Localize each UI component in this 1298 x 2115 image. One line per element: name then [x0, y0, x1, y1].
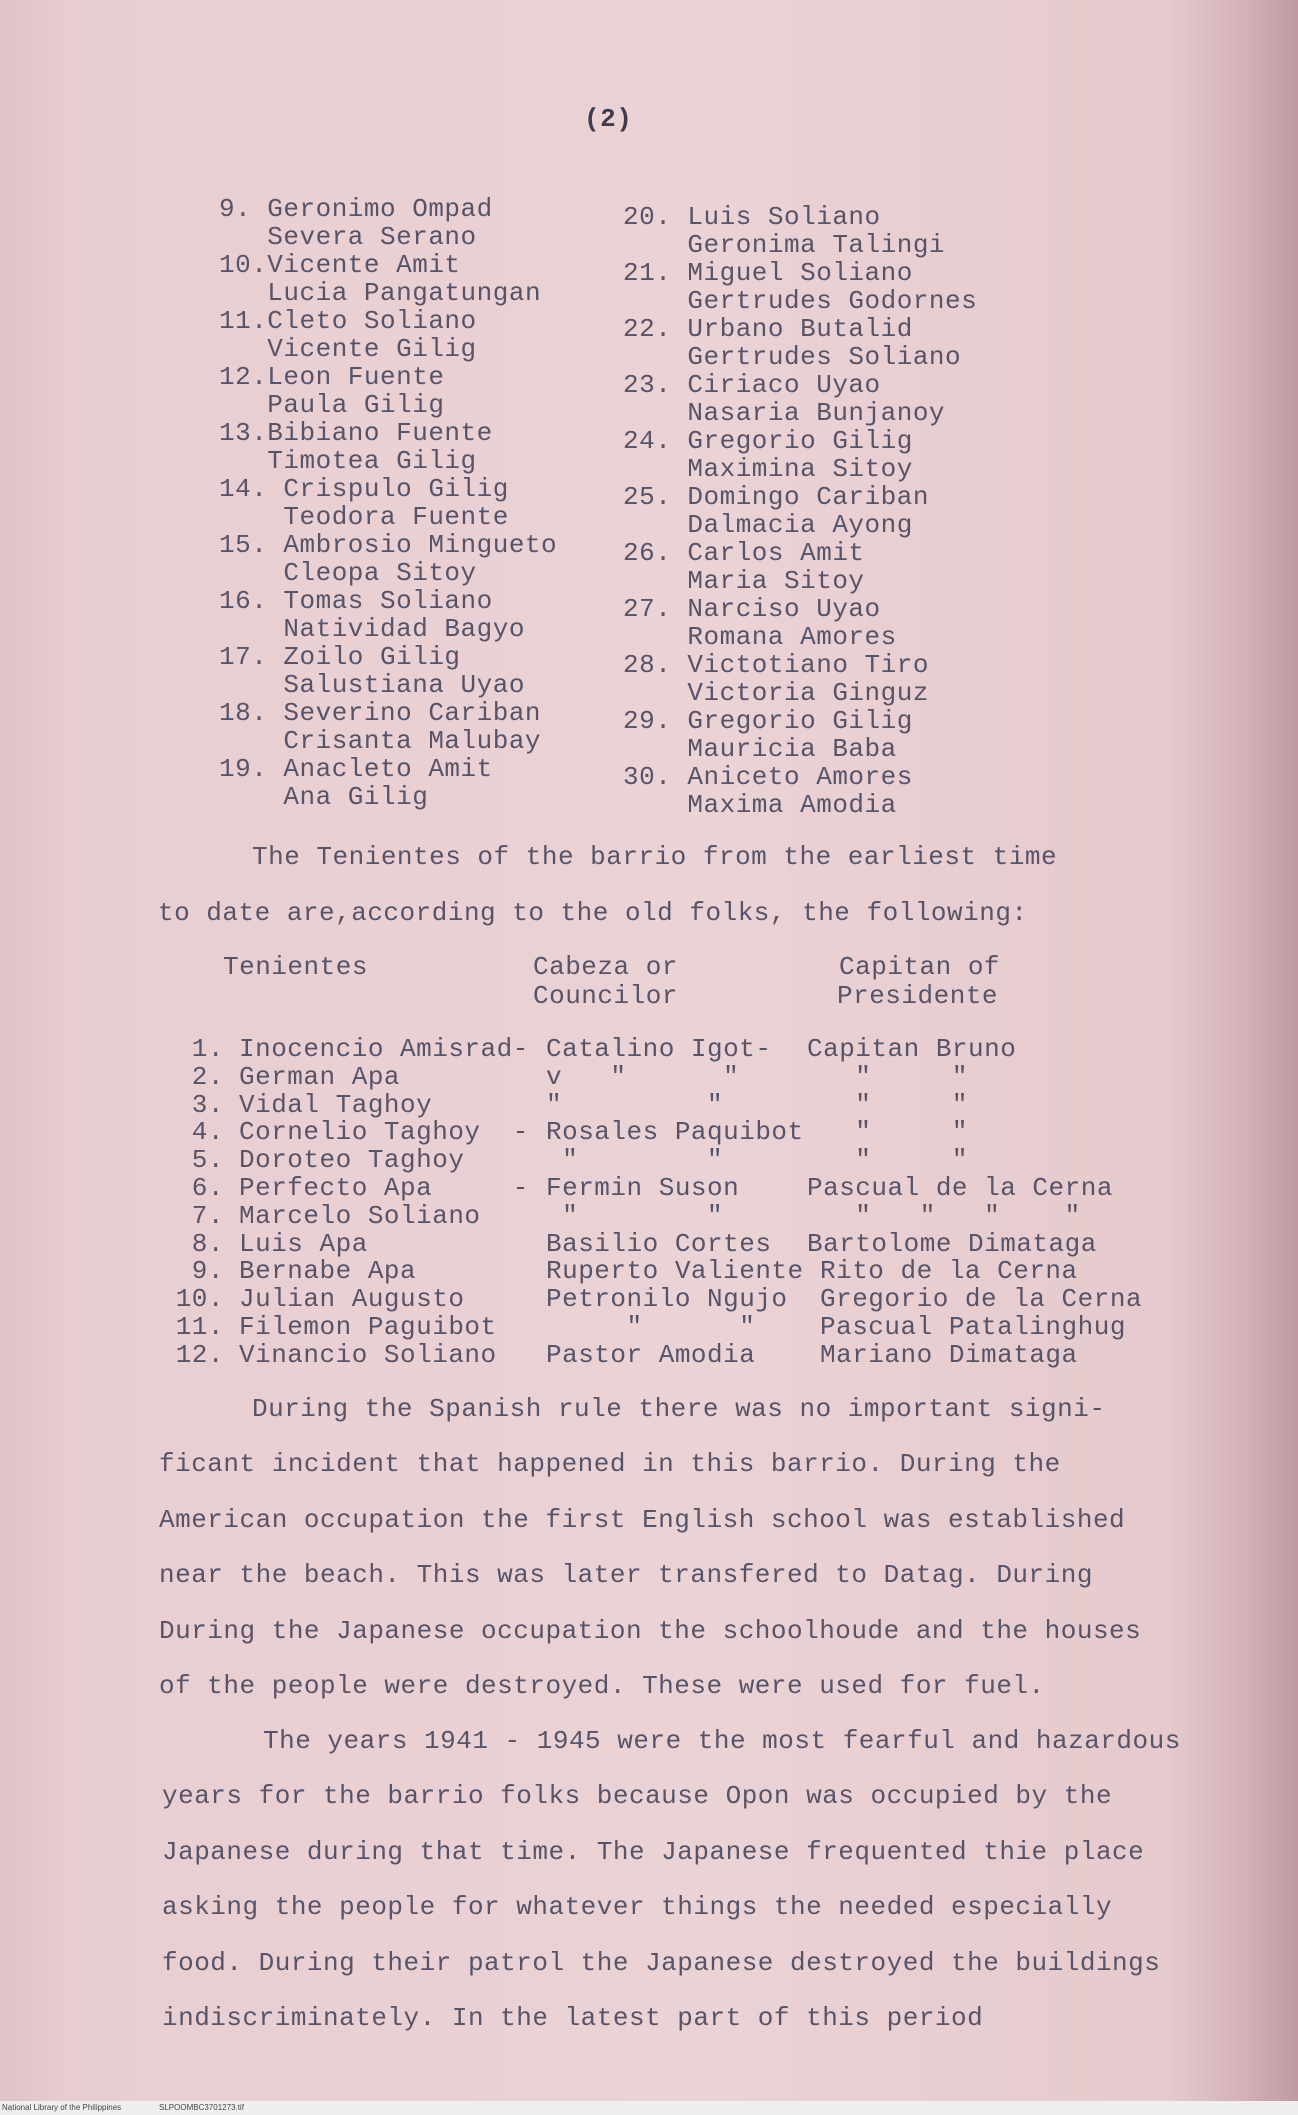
header-cabeza: Cabeza or — [533, 952, 678, 982]
couple-entry — [623, 539, 977, 595]
entry-number: 28. — [623, 650, 672, 680]
couple-entry — [219, 307, 557, 363]
entry-number: 26. — [623, 538, 672, 568]
entry-number: 11. — [219, 306, 268, 336]
husband-line — [623, 651, 977, 679]
wife-name: Mauricia Baba — [687, 734, 897, 764]
husband-line — [623, 595, 977, 623]
entry-number: 16. — [219, 586, 268, 616]
couple-entry — [219, 195, 557, 251]
teniente-name: Doroteo Taghoy — [239, 1145, 465, 1176]
husband-line — [623, 539, 977, 567]
wife-name: Gertrudes Godornes — [687, 286, 978, 316]
couples-left-column — [219, 195, 557, 811]
teniente-name: Vidal Taghoy — [239, 1089, 433, 1120]
wife-name: Timotea Gilig — [267, 446, 477, 476]
husband-name: Victotiano Tiro — [687, 650, 929, 680]
row-number: 11. — [175, 1311, 224, 1342]
husband-name: Miguel Soliano — [687, 258, 913, 288]
husband-name: Narciso Uyao — [687, 594, 881, 624]
row-number: 9. — [191, 1256, 224, 1287]
cabeza-name: Pastor Amodia — [546, 1339, 756, 1370]
couple-entry — [219, 531, 557, 587]
entry-number: 20. — [623, 202, 672, 232]
paragraph-line: Japanese during that time. The Japanese frequented thie place — [162, 1836, 1145, 1867]
header-cabeza: Councilor — [533, 981, 678, 1011]
cabeza-name: Fermin Suson — [546, 1172, 740, 1203]
teniente-name: Luis Apa — [239, 1228, 368, 1259]
teniente-name: Marcelo Soliano — [239, 1200, 481, 1231]
capitan-name: Mariano Dimataga — [820, 1339, 1078, 1370]
husband-line — [219, 643, 557, 671]
wife-line — [623, 679, 977, 707]
wife-name: Salustiana Uyao — [283, 670, 525, 700]
table-row — [0, 1258, 1298, 1286]
entry-number: 29. — [623, 706, 672, 736]
capitan-name: Capitan Bruno — [807, 1034, 1017, 1064]
husband-line — [219, 419, 557, 447]
husband-name: Ciriaco Uyao — [687, 370, 881, 400]
wife-line — [623, 511, 977, 539]
capitan-name: Bartolome Dimataga — [807, 1228, 1097, 1259]
wife-name: Maximina Sitoy — [687, 454, 913, 484]
couple-entry — [623, 315, 977, 371]
husband-name: Bibiano Fuente — [267, 418, 493, 448]
cabeza-name: " " — [546, 1089, 724, 1120]
wife-line — [623, 399, 977, 427]
paragraph-spanish-rule — [159, 1382, 1141, 1714]
wife-line — [219, 615, 557, 643]
entry-number: 9. — [219, 194, 252, 224]
husband-line — [219, 307, 557, 335]
row-number: 8. — [191, 1228, 224, 1259]
entry-number: 23. — [623, 370, 672, 400]
paragraph-line: food. During their patrol the Japanese destroyed the buildings — [162, 1947, 1161, 1978]
entry-number: 24. — [623, 426, 672, 456]
wife-name: Paula Gilig — [267, 390, 445, 420]
teniente-name: German Apa — [239, 1061, 401, 1092]
row-number: 7. — [191, 1200, 224, 1231]
couple-entry — [219, 363, 557, 419]
intro-line: The Tenientes of the barrio from the earliest time — [252, 842, 1058, 872]
husband-name: Aniceto Amores — [687, 762, 913, 792]
intro-line: to date are,according to the old folks, the following: — [158, 898, 1028, 928]
capitan-name: Rito de la Cerna — [820, 1256, 1078, 1287]
table-row — [0, 1200, 1298, 1231]
row-number: 4. — [191, 1117, 224, 1148]
cabeza-name: " " — [546, 1311, 756, 1342]
tenientes-table — [0, 1036, 1298, 1370]
husband-line — [219, 587, 557, 615]
wife-name: Crisanta Malubay — [283, 726, 542, 756]
husband-line — [623, 427, 977, 455]
wife-name: Victoria Ginguz — [687, 678, 929, 708]
table-row — [0, 1147, 1298, 1175]
couples-right-column — [623, 203, 977, 819]
capitan-name: " " — [807, 1117, 969, 1148]
capitan-name: Gregorio de la Cerna — [820, 1284, 1143, 1315]
footer-filename: SLPOOMBC3701273.tif — [159, 2103, 244, 2112]
wife-line — [623, 455, 977, 483]
cabeza-name: " " — [546, 1200, 724, 1231]
entry-number: 27. — [623, 594, 672, 624]
paragraph-war-years — [162, 1714, 1181, 2046]
husband-line — [623, 483, 977, 511]
couple-entry — [623, 763, 977, 819]
paragraph-line: During the Japanese occupation the schoolhoude and the houses — [159, 1615, 1142, 1646]
husband-line — [219, 251, 557, 279]
husband-name: Urbano Butalid — [687, 314, 913, 344]
wife-name: Vicente Gilig — [267, 334, 477, 364]
husband-line — [219, 755, 557, 783]
row-number: 3. — [191, 1089, 224, 1120]
wife-name: Ana Gilig — [283, 782, 429, 812]
table-row — [0, 1339, 1298, 1370]
husband-name: Severino Cariban — [283, 698, 542, 728]
wife-line — [623, 791, 977, 819]
entry-number: 10. — [219, 250, 268, 280]
page-number: (2) — [584, 104, 633, 134]
wife-line — [219, 279, 557, 307]
couple-entry — [623, 595, 977, 651]
table-row — [0, 1286, 1298, 1314]
wife-line — [623, 231, 977, 259]
husband-name: Domingo Cariban — [687, 482, 929, 512]
husband-line — [623, 259, 977, 287]
wife-line — [623, 287, 977, 315]
wife-name: Natividad Bagyo — [283, 614, 525, 644]
table-row — [0, 1172, 1298, 1203]
husband-name: Zoilo Gilig — [283, 642, 461, 672]
wife-name: Dalmacia Ayong — [687, 510, 913, 540]
wife-name: Maria Sitoy — [687, 566, 865, 596]
entry-number: 25. — [623, 482, 672, 512]
wife-line — [623, 343, 977, 371]
paragraph-line: near the beach. This was later transfered to Datag. During — [159, 1560, 1093, 1591]
couple-entry — [623, 259, 977, 315]
header-tenientes: Tenientes — [223, 952, 368, 982]
husband-line — [219, 363, 557, 391]
wife-line — [623, 735, 977, 763]
cabeza-name: v " " — [546, 1061, 740, 1092]
teniente-name: Filemon Paguibot — [239, 1311, 497, 1342]
husband-name: Carlos Amit — [687, 538, 865, 568]
row-number: 6. — [191, 1172, 224, 1203]
entry-number: 18. — [219, 698, 268, 728]
husband-name: Gregorio Gilig — [687, 706, 913, 736]
wife-name: Nasaria Bunjanoy — [687, 398, 946, 428]
husband-line — [219, 531, 557, 559]
entry-number: 30. — [623, 762, 672, 792]
couple-entry — [219, 475, 557, 531]
capitan-name: " " " " — [807, 1200, 1081, 1231]
wife-line — [623, 567, 977, 595]
entry-number: 15. — [219, 530, 268, 560]
entry-number: 19. — [219, 754, 268, 784]
capitan-name: " " — [807, 1061, 969, 1092]
wife-line — [219, 783, 557, 811]
wife-line — [219, 391, 557, 419]
paragraph-line: asking the people for whatever things the needed especially — [162, 1892, 1113, 1923]
husband-name: Tomas Soliano — [283, 586, 493, 616]
wife-line — [219, 559, 557, 587]
husband-name: Geronimo Ompad — [267, 194, 493, 224]
teniente-name: Vinancio Soliano — [239, 1339, 497, 1370]
cabeza-name: Catalino Igot- — [546, 1034, 772, 1064]
table-row — [0, 1036, 1298, 1064]
row-number: 5. — [191, 1145, 224, 1176]
row-number: 10. — [175, 1284, 224, 1315]
capitan-name: Pascual Patalinghug — [820, 1311, 1126, 1342]
entry-number: 13. — [219, 418, 268, 448]
husband-name: Leon Fuente — [267, 362, 445, 392]
wife-line — [219, 503, 557, 531]
entry-number: 17. — [219, 642, 268, 672]
table-row — [0, 1089, 1298, 1120]
husband-name: Anacleto Amit — [283, 754, 493, 784]
capitan-name: Pascual de la Cerna — [807, 1172, 1113, 1203]
teniente-name: Cornelio Taghoy - — [239, 1117, 529, 1148]
couple-entry — [219, 699, 557, 755]
husband-name: Vicente Amit — [267, 250, 461, 280]
husband-name: Luis Soliano — [687, 202, 881, 232]
cabeza-name: Ruperto Valiente — [546, 1256, 804, 1287]
entry-number: 12. — [219, 362, 268, 392]
wife-name: Geronima Talingi — [687, 230, 946, 260]
husband-line — [219, 699, 557, 727]
couple-entry — [623, 427, 977, 483]
cabeza-name: Petronilo Ngujo — [546, 1284, 788, 1315]
couple-entry — [623, 651, 977, 707]
paragraph-line: of the people were destroyed. These were used for fuel. — [159, 1670, 1045, 1701]
wife-name: Gertrudes Soliano — [687, 342, 962, 372]
husband-line — [623, 763, 977, 791]
couple-entry — [623, 371, 977, 427]
cabeza-name: Basilio Cortes — [546, 1228, 772, 1259]
paragraph-line: ficant incident that happened in this barrio. During the — [159, 1449, 1061, 1480]
couple-entry — [219, 587, 557, 643]
teniente-name: Bernabe Apa — [239, 1256, 417, 1287]
table-row — [0, 1228, 1298, 1259]
husband-line — [219, 475, 557, 503]
couple-entry — [219, 419, 557, 475]
table-row — [0, 1311, 1298, 1342]
capitan-name: " " — [807, 1089, 969, 1120]
husband-name: Ambrosio Mingueto — [283, 530, 558, 560]
wife-line — [219, 223, 557, 251]
header-capitan: Presidente — [837, 981, 999, 1011]
entry-number: 14. — [219, 474, 268, 504]
paragraph-line: American occupation the first English school was established — [159, 1504, 1126, 1535]
wife-line — [623, 623, 977, 651]
couple-entry — [219, 755, 557, 811]
paragraph-line: years for the barrio folks because Opon was occupied by the — [162, 1781, 1113, 1812]
header-capitan: Capitan of — [839, 952, 1001, 982]
wife-line — [219, 447, 557, 475]
row-number: 12. — [175, 1339, 224, 1370]
wife-line — [219, 727, 557, 755]
row-number: 1. — [191, 1034, 224, 1064]
wife-name: Romana Amores — [687, 622, 897, 652]
couple-entry — [219, 643, 557, 699]
couple-entry — [623, 203, 977, 259]
paragraph-line: indiscriminately. In the latest part of this period — [162, 2002, 984, 2033]
paragraph-line: During the Spanish rule there was no important signi- — [252, 1394, 1106, 1424]
footer-library: National Library of the Philippines — [2, 2103, 122, 2112]
husband-line — [219, 195, 557, 223]
table-row — [0, 1119, 1298, 1147]
couple-entry — [623, 707, 977, 763]
couple-entry — [219, 251, 557, 307]
teniente-name: Inocencio Amisrad- — [239, 1034, 529, 1064]
wife-name: Maxima Amodia — [687, 790, 897, 820]
wife-name: Lucia Pangatungan — [267, 278, 542, 308]
row-number: 2. — [191, 1061, 224, 1092]
table-row — [0, 1061, 1298, 1092]
husband-line — [623, 707, 977, 735]
teniente-name: Perfecto Apa - — [239, 1172, 529, 1203]
husband-name: Crispulo Gilig — [283, 474, 509, 504]
wife-line — [219, 671, 557, 699]
husband-name: Cleto Soliano — [267, 306, 477, 336]
husband-name: Gregorio Gilig — [687, 426, 913, 456]
entry-number: 22. — [623, 314, 672, 344]
capitan-name: " " — [807, 1145, 969, 1176]
husband-line — [623, 315, 977, 343]
wife-name: Teodora Fuente — [283, 502, 509, 532]
husband-line — [623, 203, 977, 231]
wife-name: Severa Serano — [267, 222, 477, 252]
paragraph-line: The years 1941 - 1945 were the most fearful and hazardous — [263, 1726, 1181, 1756]
wife-name: Cleopa Sitoy — [283, 558, 477, 588]
husband-line — [623, 371, 977, 399]
couple-entry — [623, 483, 977, 539]
wife-line — [219, 335, 557, 363]
cabeza-name: Rosales Paquibot — [546, 1117, 804, 1148]
entry-number: 21. — [623, 258, 672, 288]
cabeza-name: " " — [546, 1145, 724, 1176]
teniente-name: Julian Augusto — [239, 1284, 465, 1315]
